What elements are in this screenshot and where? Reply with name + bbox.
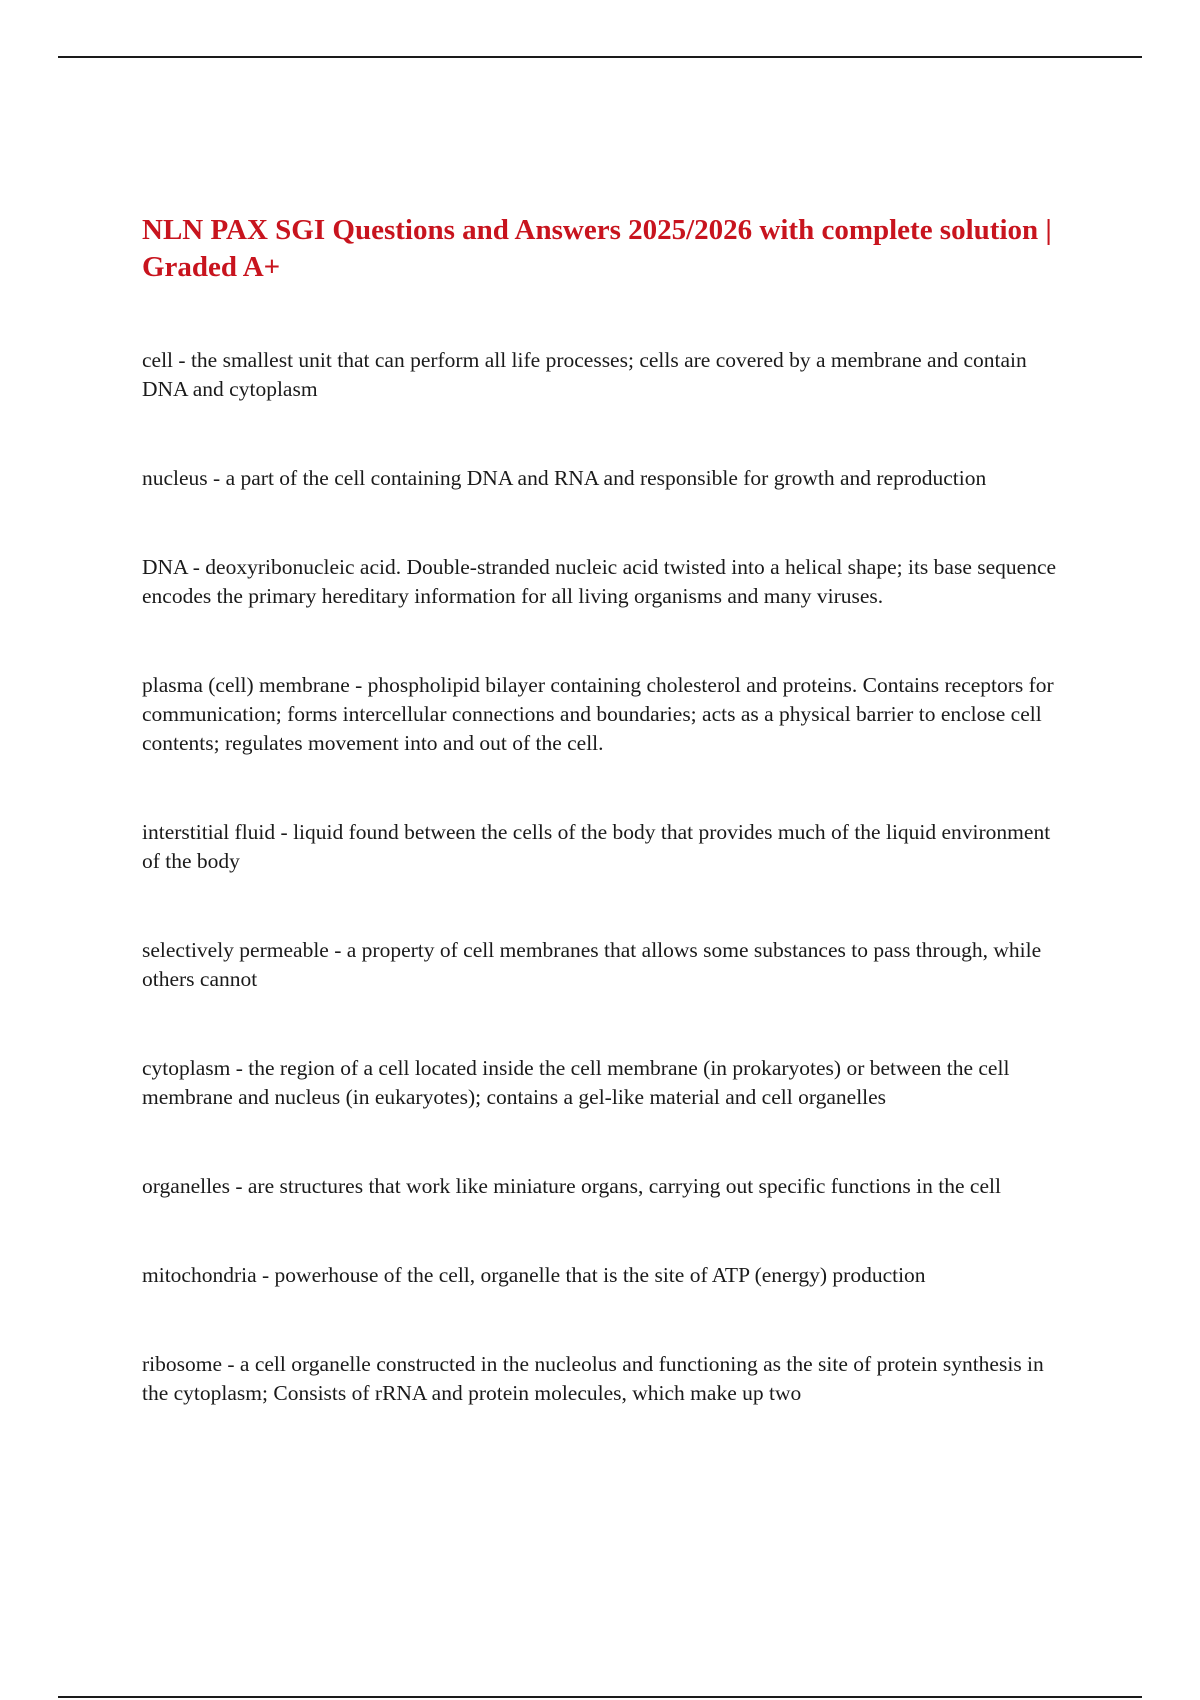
term-list (142, 346, 1062, 1408)
term-entry-selectively-permeable: selectively permeable - a property of cell membranes that allows some substances to pass through, while others cannot (142, 938, 1042, 991)
term-entry-nucleus: nucleus - a part of the cell containing DNA and RNA and responsible for growth and reproduction (142, 466, 987, 490)
term-entry-dna: DNA - deoxyribonucleic acid. Double-stranded nucleic acid twisted into a helical shape; its base sequence encodes the primary hereditary information for all living organisms and many viruses. (142, 555, 1057, 608)
top-rule (58, 56, 1142, 58)
term-entry-cytoplasm: cytoplasm - the region of a cell located inside the cell membrane (in prokaryotes) or between the cell membrane and nucleus (in eukaryotes); contains a gel-like material and cell organelles (142, 1056, 1010, 1109)
term-entry-cell: cell - the smallest unit that can perform all life processes; cells are covered by a membrane and contain DNA and cytoplasm (142, 348, 1027, 401)
term-entry-mitochondria: mitochondria - powerhouse of the cell, organelle that is the site of ATP (energy) production (142, 1263, 926, 1287)
term-entry-ribosome: ribosome - a cell organelle constructed in the nucleolus and functioning as the site of protein synthesis in the cytoplasm; Consists of rRNA and protein molecules, which make up two (142, 1352, 1044, 1405)
document-body (142, 212, 1062, 1408)
bottom-rule (58, 1696, 1142, 1698)
term-entry-plasma-membrane: plasma (cell) membrane - phospholipid bilayer containing cholesterol and proteins. Contains receptors for communication; forms intercellular connections and boundaries; acts as a physical barrier to enclose cell contents; regulates movement into and out of the cell. (142, 673, 1054, 755)
term-entry-organelles: organelles - are structures that work like miniature organs, carrying out specific functions in the cell (142, 1174, 1001, 1198)
term-entry-interstitial-fluid: interstitial fluid - liquid found between the cells of the body that provides much of the liquid environment of the body (142, 820, 1051, 873)
document-title: NLN PAX SGI Questions and Answers 2025/2026 with complete solution | Graded A+ (142, 214, 1052, 283)
